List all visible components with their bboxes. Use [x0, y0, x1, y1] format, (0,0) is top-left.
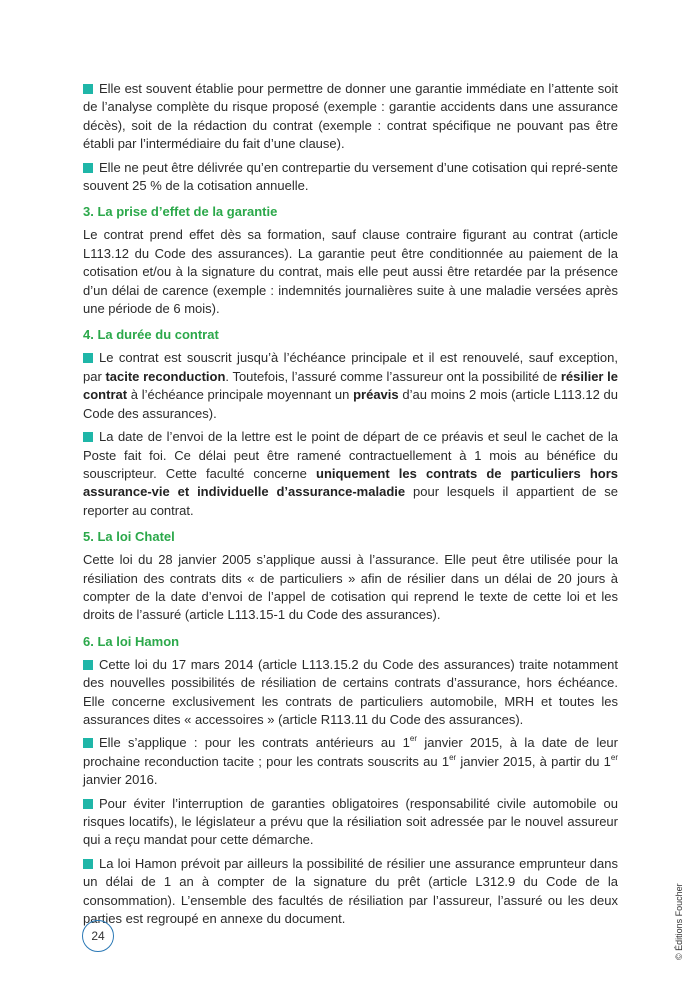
square-bullet-icon: [83, 353, 93, 363]
paragraph: Le contrat est souscrit jusqu’à l’échéance principale et il est renouvelé, sauf exception, par tacite reconduction. Toutefois, l’assuré comme l’assureur ont la possibilité de résilier le contrat à l’échéance principale moyennant un préavis d’au moins 2 mois (article L113.12 du Code des assurances).: [83, 350, 618, 421]
paragraph: Cette loi du 28 janvier 2005 s’applique aussi à l’assurance. Elle peut être utilisée pour la résiliation des contrats dits « de particuliers » afin de résilier dans un délai de 20 jours à compter de la date d’envoi de l’appel de cotisation qui reprend le texte de cette loi et les droits de l’assuré (article L113.15-1 du Code des assurances).: [83, 552, 618, 623]
square-bullet-icon: [83, 163, 93, 173]
section-heading: 3. La prise d’effet de la garantie: [83, 204, 278, 220]
paragraph: Cette loi du 17 mars 2014 (article L113.15.2 du Code des assurances) traite notamment des nouvelles possibilités de résiliation de certains contrats d’assurance, hors échéance. Elle concerne exclusivement les contrats de particuliers automobile, MRH et toutes les assurances dites « accessoires » (article R113.11 du Code des assurances).: [83, 656, 618, 727]
square-bullet-icon: [83, 738, 93, 748]
paragraph: Le contrat prend effet dès sa formation, sauf clause contraire figurant au contrat (article L113.12 du Code des assurances). La garantie peut être conditionnée au paiement de la cotisation et/ou à la signature du contrat, mais elle peut aussi être retardée par la présence d’un délai de carence (exemple : indemnités journalières suite à une maladie versées après une période de 6 mois).: [83, 227, 618, 317]
paragraph: La date de l’envoi de la lettre est le point de départ de ce préavis et seul le cachet de la Poste fait foi. Ce délai peut être ramené contractuellement à 1 mois au bénéfice du souscripteur. Cette faculté concerne uniquement les contrats de particuliers hors assurance-vie et individuelle d’assurance-maladie pour lesquels il appartient de se reporter au contrat.: [83, 429, 618, 518]
paragraph: La loi Hamon prévoit par ailleurs la possibilité de résilier une assurance emprunteur dans un délai de 1 an à compter de la signature du prêt (article L312.9 du Code de la consommation). L’ensemble des facultés de résiliation par l’assureur, l’assuré ou les deux parties est regroupé en annexe du document.: [83, 855, 618, 927]
page-content: [83, 80, 618, 933]
section-heading: 5. La loi Chatel: [83, 529, 175, 545]
paragraph: Elle est souvent établie pour permettre de donner une garantie immédiate en l’attente soit de l’analyse complète du risque proposé (exemple : garantie accidents dans une assurance décès), soit de la rédaction du contrat (exemple : contrat spécifique ne pouvant pas être établi par l’intermédiaire du fait d’une clause).: [83, 81, 618, 152]
square-bullet-icon: [83, 660, 93, 670]
paragraph: Elle s’applique : pour les contrats antérieurs au 1er janvier 2015, à la date de leur prochaine reconduction tacite ; pour les contrats souscrits au 1er janvier 2015, à partir du 1er janvier 2016.: [83, 734, 618, 788]
square-bullet-icon: [83, 84, 93, 94]
section-heading: 4. La durée du contrat: [83, 327, 219, 343]
section-heading: 6. La loi Hamon: [83, 633, 180, 649]
copyright-notice: © Éditions Foucher: [674, 883, 684, 960]
paragraph: Elle ne peut être délivrée qu’en contrepartie du versement d’une cotisation qui repré-sente souvent 25 % de la cotisation annuelle.: [83, 159, 618, 194]
square-bullet-icon: [83, 432, 93, 442]
square-bullet-icon: [83, 799, 93, 809]
page-number: 24: [82, 920, 114, 952]
paragraph: Pour éviter l’interruption de garanties obligatoires (responsabilité civile automobile ou risques locatifs), le législateur a prévu que la résiliation soit adressée par le nouvel assureur qui a reçu mandat pour cette démarche.: [83, 795, 618, 848]
square-bullet-icon: [83, 859, 93, 869]
